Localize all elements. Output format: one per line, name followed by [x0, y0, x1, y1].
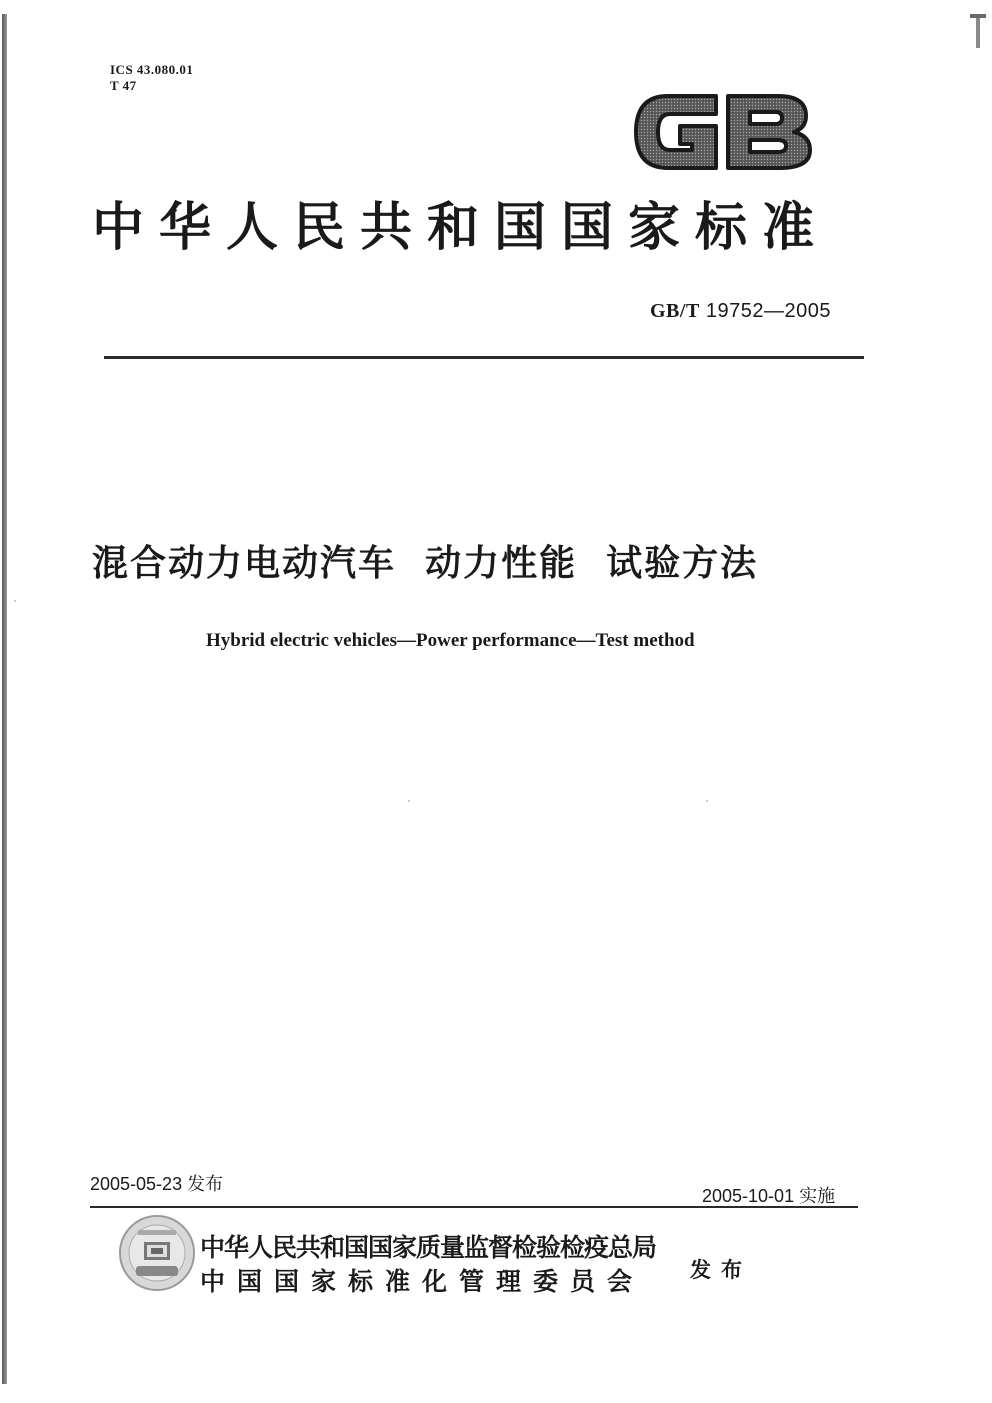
scan-edge-left [2, 14, 7, 1384]
issuer-aqsiq: 中华人民共和国国家质量监督检验检疫总局 [200, 1233, 657, 1262]
issue-date: 2005-05-23 发布 [90, 1174, 224, 1194]
document-title-chinese: 混合动力电动汽车 动力性能 试验方法 [92, 543, 759, 584]
publisher-seal-icon [118, 1214, 196, 1292]
standard-number [650, 300, 831, 323]
scan-speck [14, 600, 16, 602]
header-divider [104, 356, 864, 359]
classification-block [110, 62, 193, 94]
ics-code: ICS 43.080.01 [110, 62, 194, 77]
document-title-english: Hybrid electric vehicles—Power performance—Test method [206, 630, 695, 651]
scan-speck [706, 800, 708, 802]
scan-edge-right-vertical [976, 18, 980, 48]
implementation-date: 2005-10-01 实施 [702, 1186, 836, 1206]
standard-code: 19752—2005 [705, 300, 831, 322]
scan-speck [408, 800, 410, 802]
footer-divider [90, 1206, 858, 1208]
standard-prefix: GB/T [650, 300, 700, 322]
issuer-sac: 中国国家标准化管理委员会 [200, 1267, 645, 1296]
issue-action: 发布 [690, 1258, 752, 1282]
national-standard-title: 中华人民共和国国家标准 [92, 198, 830, 258]
gb-logo-icon [628, 86, 816, 178]
ccs-code: T 47 [110, 78, 137, 93]
